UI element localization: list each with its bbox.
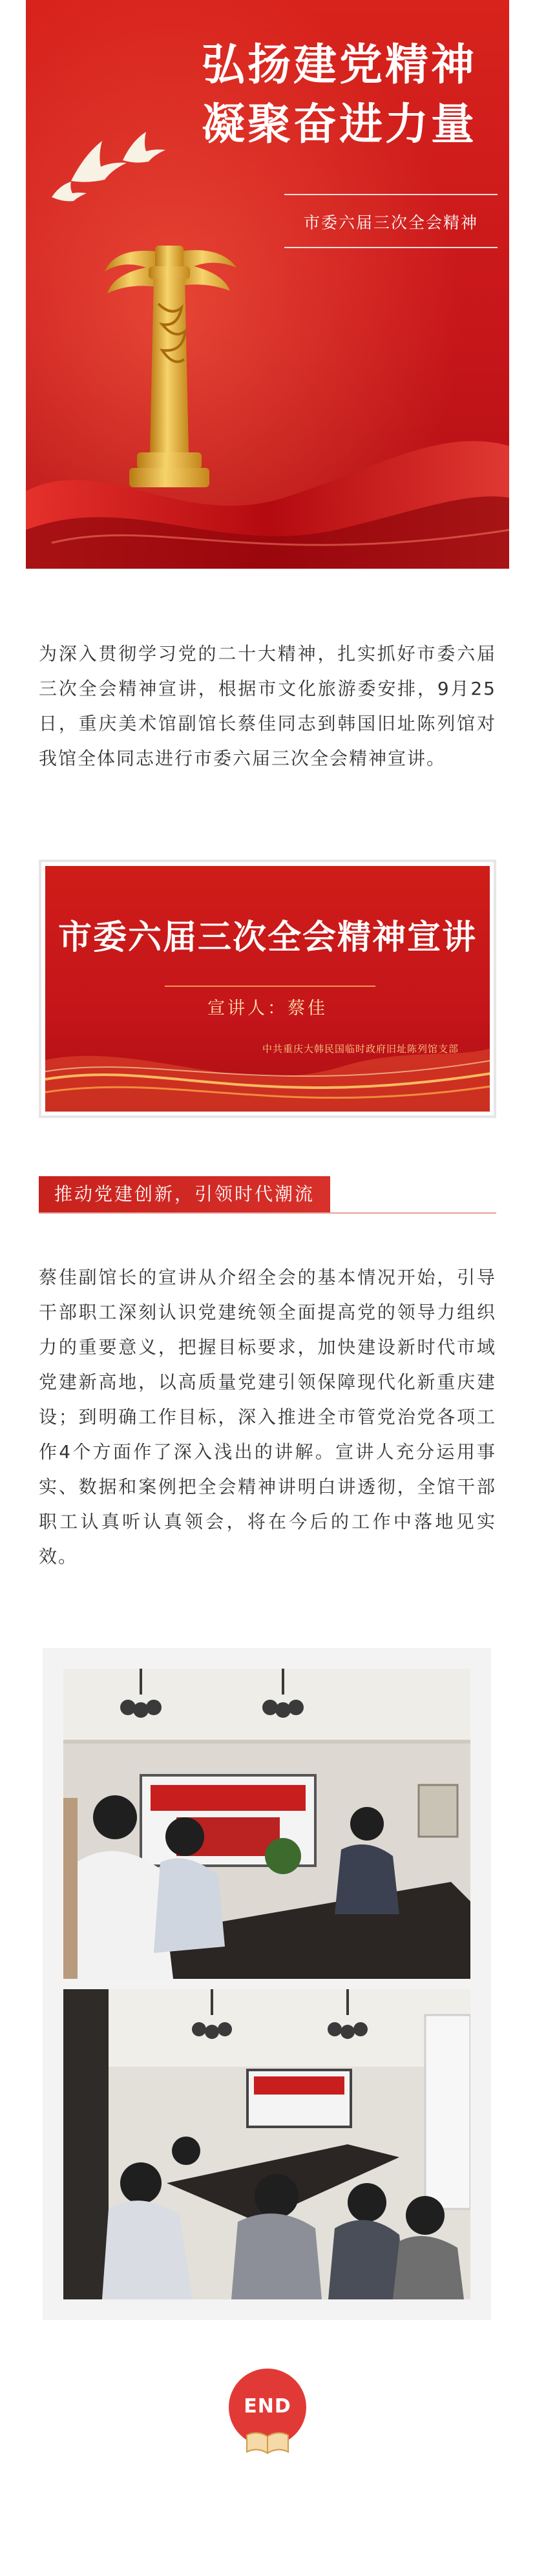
end-label: END [244, 2395, 291, 2418]
banner-title: 市委六届三次全会精神宣讲 [58, 918, 477, 957]
hero-title [202, 35, 477, 154]
section-underline [39, 1212, 496, 1214]
photo-gallery [43, 1648, 491, 2320]
divider [284, 194, 498, 195]
hero-banner [26, 0, 509, 569]
open-book-icon [244, 2430, 291, 2456]
meeting-photo-image [63, 1989, 470, 2299]
intro-paragraph: 为深入贯彻学习党的二十大精神，扎实抓好市委六届三次全会精神宣讲，根据市文化旅游委安排，9月25日，重庆美术馆副馆长蔡佳同志到韩国旧址陈列馆对我馆全体同志进行市委六届三次全会精神宣讲。 [39, 643, 496, 769]
banner-background [45, 866, 490, 1112]
hero-title-line2: 凝聚奋进力量 [202, 99, 477, 149]
banner-ribbon-graphic [45, 866, 490, 1112]
banner-speaker: 宣讲人：蔡佳 [207, 998, 328, 1019]
body-paragraph: 蔡佳副馆长的宣讲从介绍全会的基本情况开始，引导干部职工深刻认识党建统领全面提高党的领导力组织力的重要意义，把握目标要求，加快建设新时代市域党建新高地，以高质量党建引领保障现代化新重庆建设；到明确工作目标，深入推进全市管党治党各项工作4个方面作了深入浅出的讲解。宣讲人充分运用事实、数据和案例把全会精神讲明白讲透彻，全馆干部职工认真听认真领会，将在今后的工作中落地见实效。 [39, 1267, 496, 1567]
meeting-photo [63, 1669, 470, 1979]
divider [284, 247, 498, 248]
banner-organization: 中共重庆大韩民国临时政府旧址陈列馆支部 [262, 1043, 459, 1055]
meeting-photo [63, 1989, 470, 2299]
hero-subtitle: 市委六届三次全会精神 [303, 213, 478, 232]
hero-title-line1: 弘扬建党精神 [202, 39, 477, 90]
section-heading: 推动党建创新，引领时代潮流 [39, 1176, 330, 1212]
lecture-banner-image [39, 860, 496, 1118]
meeting-photo-image [63, 1669, 470, 1979]
